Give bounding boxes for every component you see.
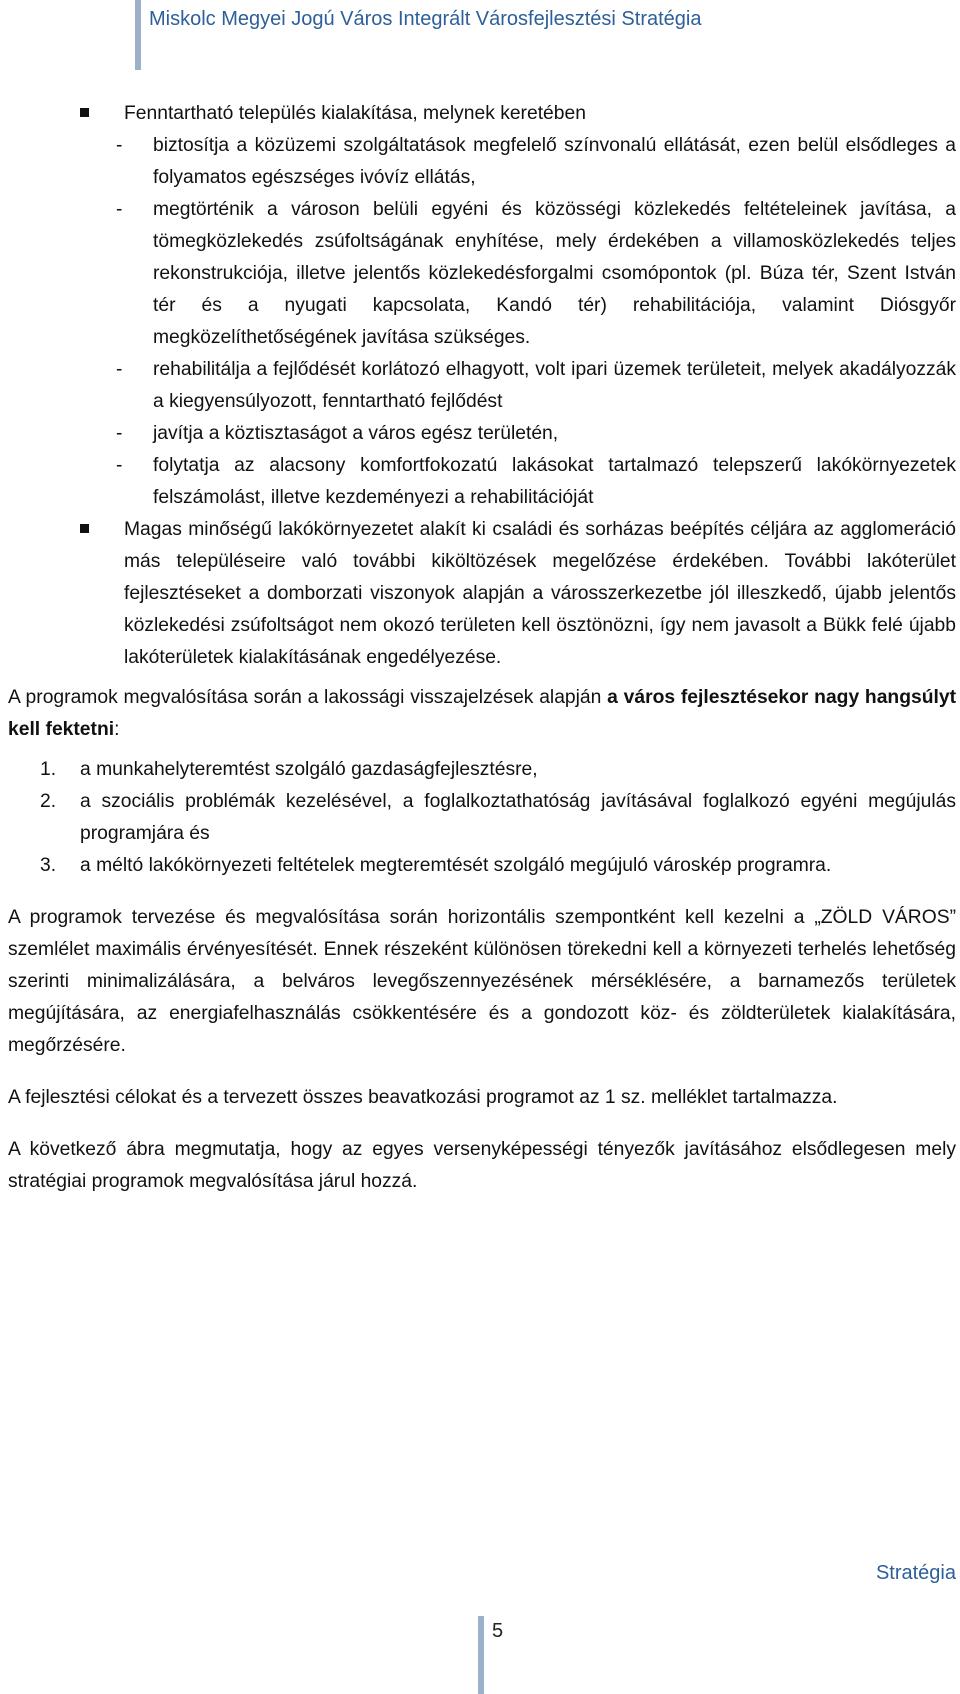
numbered-item <box>8 850 956 882</box>
dash-text: megtörténik a városon belüli egyéni és közösségi közlekedés feltételeinek javítása, a tömegközlekedés zsúfoltságának enyhítése, mely érdekében a villamosközlekedés teljes rekonstrukciója, illetve jelentős közlekedésforgalmi csomópontok (pl. Búza tér, Szent István tér és a nyugati kapcsolata, Kandó tér) rehabilitációja, valamint Diósgyőr megközelíthetőségének javítása szükséges. <box>153 199 956 348</box>
header-accent-bar <box>135 0 141 70</box>
footer-label: Stratégia <box>875 1562 956 1584</box>
dash-item <box>8 354 956 418</box>
page-number: 5 <box>492 1620 504 1642</box>
footer-accent-bar <box>478 1616 484 1694</box>
paragraph-priorities <box>8 682 956 746</box>
page-body <box>8 98 956 1198</box>
numbered-text: a munkahelyteremtést szolgáló gazdaságfejlesztésre, <box>80 759 538 780</box>
item-number: 3. <box>40 855 57 876</box>
square-bullet-icon <box>80 108 89 117</box>
dash-text: rehabilitálja a fejlődését korlátozó elhagyott, volt ipari üzemek területeit, melyek akadályozzák a kiegyensúlyozott, fenntartható fejlődést <box>153 359 956 412</box>
numbered-text: a szociális problémák kezelésével, a foglalkoztathatóság javításával foglalkozó egyéni megújulás programjára és <box>80 791 956 844</box>
dash-item <box>8 450 956 514</box>
dash-item <box>8 194 956 354</box>
dash-marker: - <box>116 455 123 476</box>
dash-item <box>8 418 956 450</box>
dash-marker: - <box>116 199 123 220</box>
bullet-text: Fenntartható település kialakítása, melynek keretében <box>124 103 586 124</box>
bullet-item <box>8 514 956 674</box>
numbered-item <box>8 786 956 850</box>
item-number: 1. <box>40 759 57 780</box>
paragraph-text: A programok megvalósítása során a lakossági visszajelzések alapján <box>8 687 608 708</box>
dash-text: folytatja az alacsony komfortfokozatú lakásokat tartalmazó telepszerű lakókörnyezetek felszámolást, illetve kezdeményezi a rehabilitációját <box>153 455 956 508</box>
dash-marker: - <box>116 359 123 380</box>
paragraph-punct: : <box>114 719 120 740</box>
emphasis-text: a város fejlesztésekor nagy hangsúlyt kell fektetni <box>8 687 956 740</box>
dash-text: javítja a köztisztaságot a város egész területén, <box>153 423 559 444</box>
dash-marker: - <box>116 135 123 156</box>
numbered-item <box>8 754 956 786</box>
paragraph-annex: A fejlesztési célokat és a tervezett összes beavatkozási programot az 1 sz. melléklet tartalmazza. <box>8 1087 838 1108</box>
numbered-text: a méltó lakókörnyezeti feltételek megteremtését szolgáló megújuló városkép programra. <box>80 855 832 876</box>
header-title: Miskolc Megyei Jogú Város Integrált Városfejlesztési Stratégia <box>149 8 702 30</box>
bullet-item <box>8 98 956 130</box>
square-bullet-icon <box>80 524 89 533</box>
dash-marker: - <box>116 423 123 444</box>
bullet-text: Magas minőségű lakókörnyezetet alakít ki családi és sorházas beépítés céljára az agglomeráció más településeire való további kiköltözések megelőzése érdekében. További lakóterület fejlesztéseket a domborzati viszonyok alapján a városszerkezetbe jól illeszkedő, újabb jelentős közlekedési zsúfoltságot nem okozó területen kell ösztönözni, így nem javasolt a Bükk felé újabb lakóterületek kialakításának engedélyezése. <box>124 519 956 668</box>
item-number: 2. <box>40 791 57 812</box>
paragraph-green-city: A programok tervezése és megvalósítása során horizontális szempontként kell kezelni a „ZÖLD VÁROS” szemlélet maximális érvényesítését. Ennek részeként különösen törekedni kell a környezeti terhelés lehetőség szerinti minimalizálására, a belváros levegőszennyezésének mérséklésére, a barnamezős területek megújítására, az energiafelhasználás csökkentésére és a gondozott köz- és zöldterületek kialakítására, megőrzésére. <box>8 907 956 1056</box>
paragraph-figure-intro: A következő ábra megmutatja, hogy az egyes versenyképességi tényezők javításához elsődlegesen mely stratégiai programok megvalósítása járul hozzá. <box>8 1139 956 1192</box>
dash-text: biztosítja a közüzemi szolgáltatások megfelelő színvonalú ellátását, ezen belül elsődleges a folyamatos egészséges ivóvíz ellátás, <box>153 135 956 188</box>
dash-item <box>8 130 956 194</box>
